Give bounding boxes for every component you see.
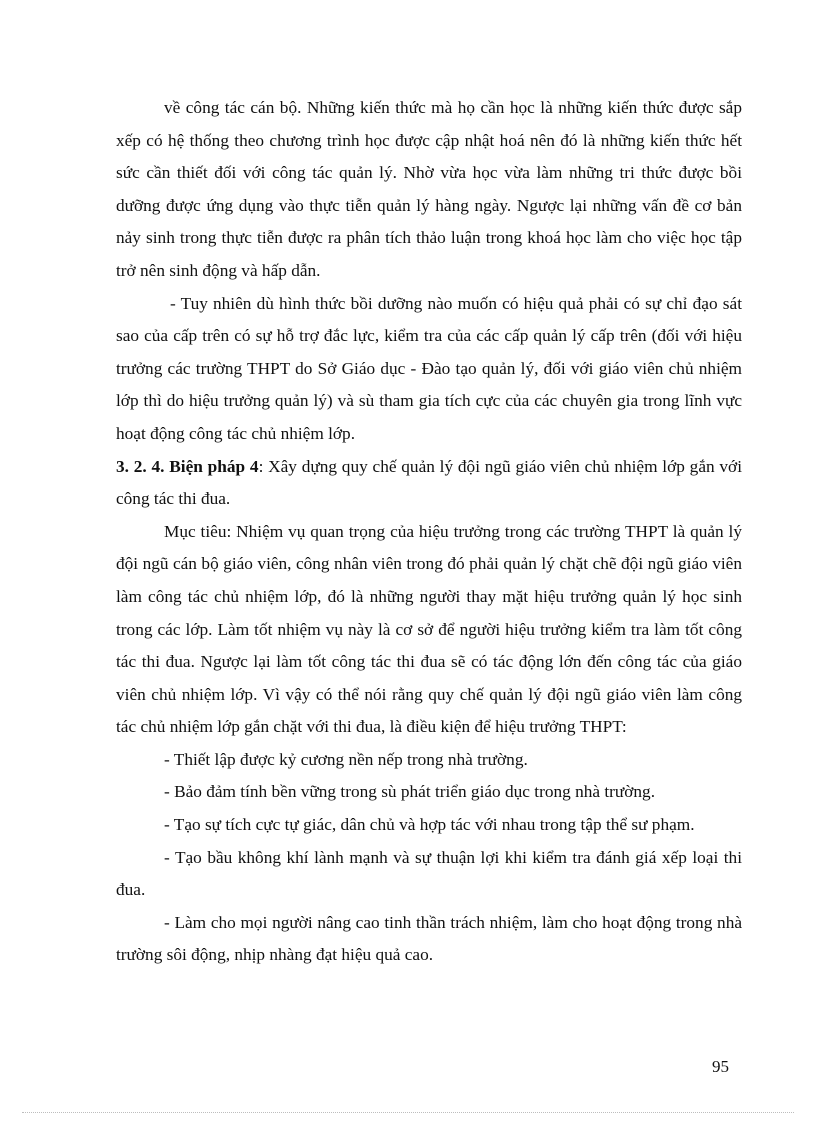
bullet-item: - Thiết lập được kỷ cương nền nếp trong nhà trường. [164, 749, 528, 769]
paragraph-objective: Mục tiêu: Nhiệm vụ quan trọng của hiệu trưởng trong các trường THPT là quản lý đội ngũ cán bộ giáo viên, công nhân viên trong đó phải quản lý chặt chẽ đội ngũ giáo viên làm công tác chủ nhiệm lớp, đó là những người thay mặt hiệu trưởng quản lý học sinh trong các lớp. Làm tốt nhiệm vụ này là cơ sở để người hiệu trưởng kiểm tra làm tốt công tác thi đua. Ngược lại làm tốt công tác thi đua sẽ có tác động lớn đến công tác của giáo viên chủ nhiệm lớp. Vì vậy có thể nói rằng quy chế quản lý đội ngũ giáo viên làm công tác chủ nhiệm lớp gắn chặt với thi đua, là điều kiện để hiệu trưởng THPT: [116, 521, 742, 737]
bullet-item: - Bảo đảm tính bền vững trong sù phát triển giáo dục trong nhà trường. [164, 782, 656, 802]
bullet-item: - Tạo sự tích cực tự giác, dân chủ và hợp tác với nhau trong tập thể sư phạm. [164, 815, 695, 835]
section-heading-title: : Xây dựng quy chế quản lý đội ngũ giáo viên chủ nhiệm lớp gắn với công tác thi đua. [116, 456, 742, 509]
section-heading-number: 3. 2. 4. Biện pháp 4 [116, 456, 259, 476]
section-heading [116, 451, 742, 516]
page-number: 95 [712, 1057, 729, 1076]
bullet-item: - Tạo bầu không khí lành mạnh và sự thuận lợi khi kiểm tra đánh giá xếp loại thi đua. [116, 847, 742, 900]
paragraph-continuation: về công tác cán bộ. Những kiến thức mà họ cần học là những kiến thức được sắp xếp có hệ thống theo chương trình học được cập nhật hoá nên đó là những kiến thức hết sức cần thiết đối với công tác quản lý. Nhờ vừa học vừa làm những tri thức được bồi dưỡng được ứng dụng vào thực tiễn quản lý hàng ngày. Ngược lại những vấn đề cơ bản nảy sinh trong thực tiễn được ra phân tích thảo luận trong khoá học làm cho việc học tập trở nên sinh động và hấp dẫn. [116, 98, 742, 280]
page-bottom-divider [22, 1112, 794, 1113]
page-body [116, 92, 742, 972]
paragraph-training-note: - Tuy nhiên dù hình thức bồi dưỡng nào muốn có hiệu quả phải có sự chỉ đạo sát sao của cấp trên có sự hỗ trợ đắc lực, kiểm tra của các cấp quản lý cấp trên (đối với hiệu trưởng các trường THPT do Sở Giáo dục - Đào tạo quản lý, đối với giáo viên chủ nhiệm lớp thì do hiệu trưởng quản lý) và sù tham gia tích cực của các chuyên gia trong lĩnh vực hoạt động công tác chủ nhiệm lớp. [116, 293, 742, 443]
bullet-item: - Làm cho mọi người nâng cao tinh thần trách nhiệm, làm cho hoạt động trong nhà trường sôi động, nhịp nhàng đạt hiệu quả cao. [116, 912, 742, 965]
